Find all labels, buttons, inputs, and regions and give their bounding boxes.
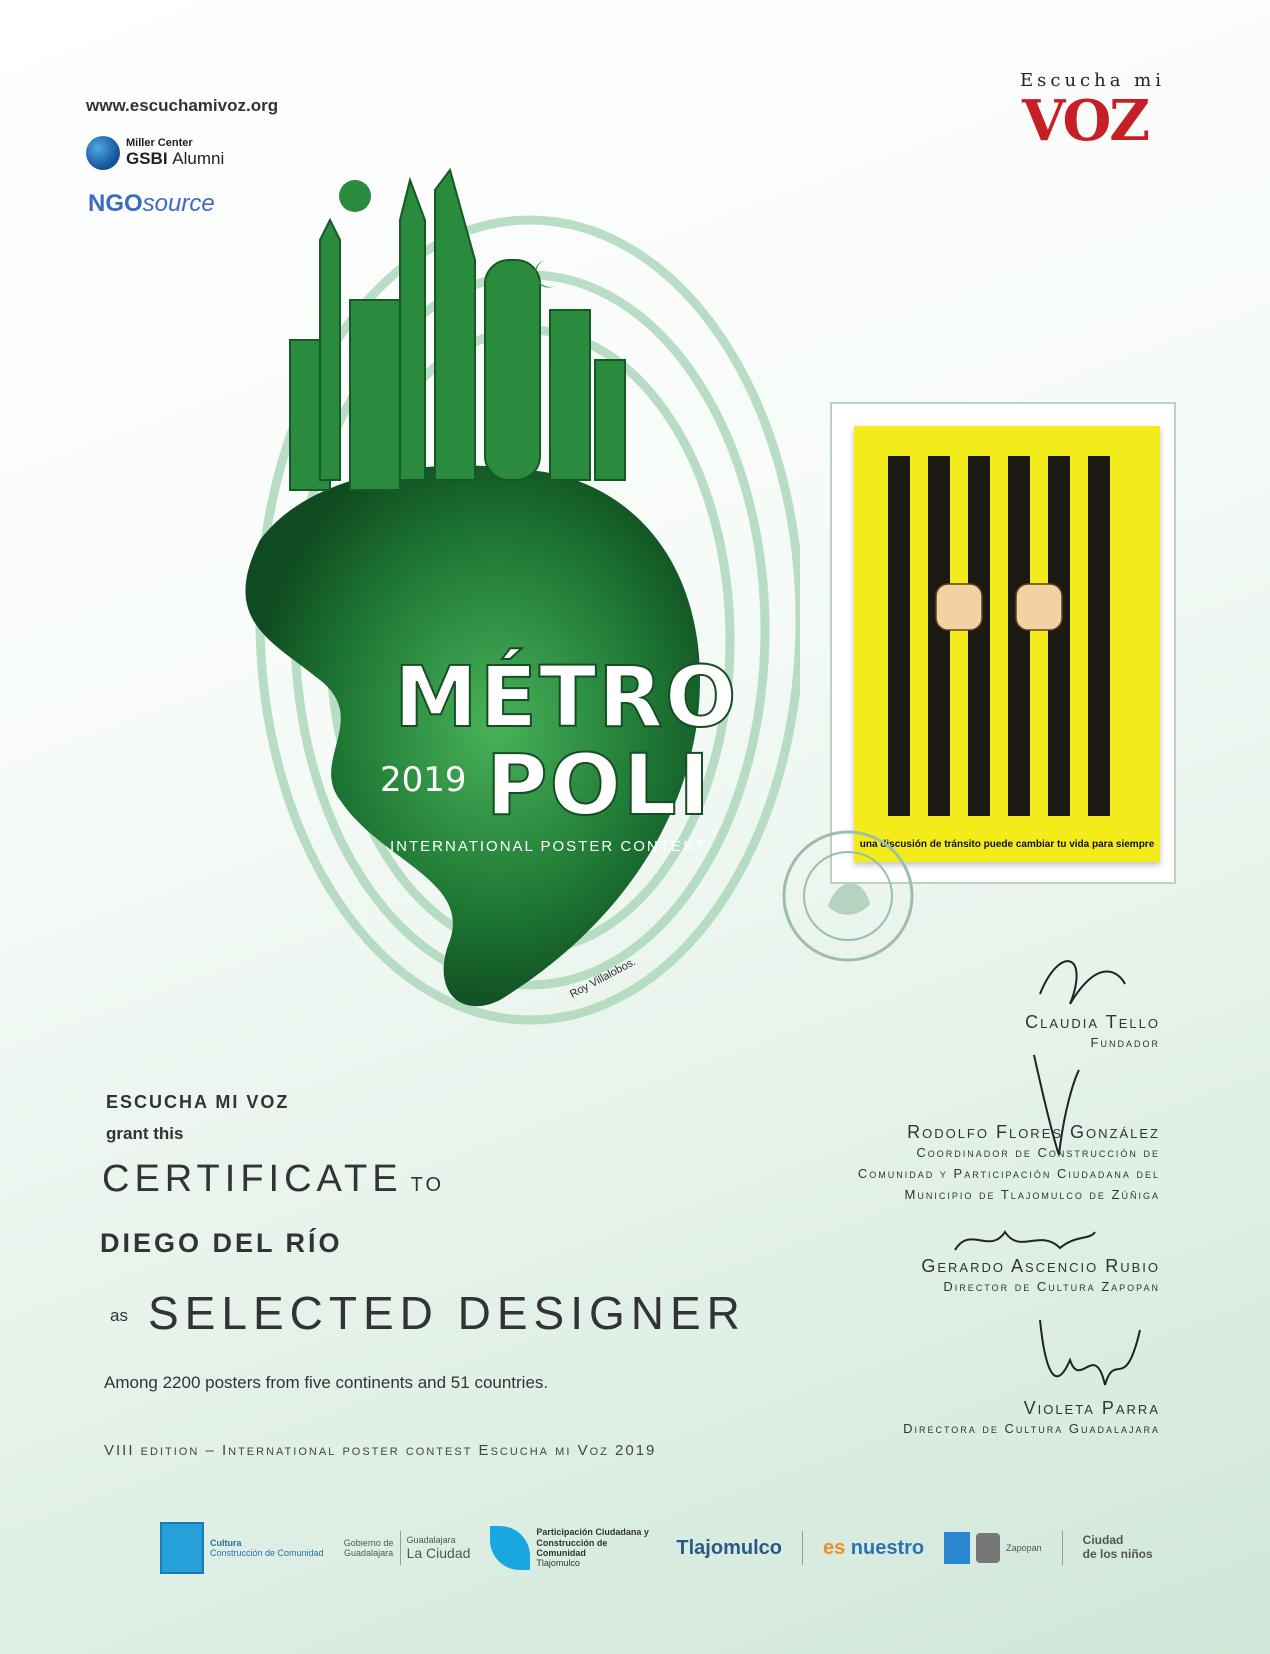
zapopan-crest-icon: [976, 1533, 1000, 1563]
ngosource-logo: [88, 190, 215, 218]
signer-title: Fundador: [1090, 1035, 1160, 1050]
poster-credit: Roy Villalobos.: [568, 955, 638, 1001]
globe-icon: [86, 136, 120, 170]
participacion-sub: Tlajomulco: [536, 1558, 580, 1569]
escucha-mi-voz-logo: [1020, 70, 1170, 170]
as-word: as: [110, 1306, 128, 1325]
zapopan-label: Zapopan: [1006, 1542, 1042, 1553]
gsbi-label: GSBI: [126, 148, 168, 168]
signer-title-line: Coordinador de Construcción de: [916, 1145, 1160, 1160]
gdl-city-b: La Ciudad: [406, 1545, 471, 1562]
sun-icon: [339, 180, 371, 212]
cultura-label: Cultura: [210, 1537, 242, 1548]
submitted-poster: [854, 426, 1160, 862]
recipient-name: DIEGO DEL RÍO: [100, 1228, 343, 1258]
signature-block-flores: [858, 1122, 1160, 1205]
mexico-seal-stamp: [778, 826, 918, 966]
signer-title: Director de Cultura Zapopan: [943, 1279, 1160, 1294]
signer-name: Violeta Parra: [1023, 1398, 1160, 1418]
gdl-city-a: Guadalajara: [406, 1534, 456, 1545]
participacion-label: Participación Ciudadana y Construcción de Comunidad: [536, 1527, 649, 1558]
grant-text: grant this: [106, 1124, 184, 1143]
signature-block-ascencio: [921, 1256, 1160, 1298]
poster-title-poli: POLI: [486, 736, 712, 834]
nuestro-label: nuestro: [850, 1536, 925, 1559]
signer-title: Directora de Cultura Guadalajara: [903, 1421, 1160, 1436]
signature-block-parra: [903, 1398, 1160, 1440]
edition-text: VIII edition – International poster contest Escucha mi Voz 2019: [104, 1442, 657, 1459]
signature-scribble-3: [950, 1220, 1100, 1260]
logo-voz: VOZ: [1022, 88, 1149, 154]
source-label: source: [142, 190, 215, 217]
submitted-poster-caption: una discusión de tránsito puede cambiar tu vida para siempre: [859, 839, 1155, 850]
city-skyline: [290, 170, 625, 490]
ciudad-a: Ciudad: [1082, 1533, 1124, 1548]
cultura-shield-icon: [160, 1522, 204, 1574]
poster-subtitle: INTERNATIONAL POSTER CONTEST: [390, 838, 707, 855]
signer-title-line: Comunidad y Participación Ciudadana del: [857, 1165, 1160, 1181]
certificate-word: CERTIFICATE: [102, 1158, 403, 1200]
ciudad-b: de los niños: [1082, 1547, 1153, 1561]
es-nuestro-logo: [823, 1537, 924, 1560]
signer-name: Claudia Tello: [1025, 1012, 1160, 1032]
signer-name: Gerardo Ascencio Rubio: [921, 1256, 1160, 1276]
signature-scribble-4: [1030, 1300, 1150, 1400]
leaf-icon: [490, 1526, 530, 1570]
participacion-logo: [490, 1526, 656, 1570]
metropoli-poster-illustration: [200, 160, 800, 1060]
guadalajara-gov-logo: [344, 1531, 471, 1565]
to-word: TO: [410, 1174, 445, 1196]
cultura-sub: Construcción de Comunidad: [210, 1548, 324, 1558]
website-url: www.escuchamivoz.org: [86, 96, 279, 115]
signer-title-line: Municipio de Tlajomulco de Zúñiga: [904, 1186, 1160, 1202]
certificate-heading: [102, 1158, 444, 1201]
award-role: SELECTED DESIGNER: [148, 1287, 746, 1339]
ciudad-ninos-logo: [1083, 1534, 1153, 1562]
alumni-label: Alumni: [172, 148, 225, 168]
gdl-gov-label: Gobierno de Guadalajara: [343, 1537, 394, 1558]
poster-year: 2019: [380, 760, 467, 800]
poster-title-metro: MÉTRO: [394, 648, 739, 746]
fists-icon: [936, 584, 1062, 630]
ngo-label: NGO: [88, 190, 143, 217]
zapopan-logo: [944, 1532, 1042, 1564]
among-text: Among 2200 posters from five continents and 51 countries.: [104, 1373, 549, 1392]
issuer-org: ESCUCHA MI VOZ: [106, 1092, 290, 1112]
submitted-poster-frame: [830, 402, 1176, 884]
cultura-logo: [160, 1522, 324, 1574]
es-label: es: [822, 1536, 846, 1559]
miller-center-label: Miller Center: [126, 137, 193, 150]
sponsor-logos: [160, 1512, 1160, 1584]
tlajomulco-logo: Tlajomulco: [676, 1536, 782, 1559]
zapopan-shield-icon: [944, 1532, 970, 1564]
prison-bars-illustration: [854, 426, 1160, 862]
signature-block-tello: [1025, 1012, 1160, 1054]
signer-name: Rodolfo Flores González: [907, 1122, 1160, 1142]
logo-escucha-mi: Escucha mi: [1020, 70, 1166, 91]
signature-scribble-1: [1030, 944, 1130, 1014]
